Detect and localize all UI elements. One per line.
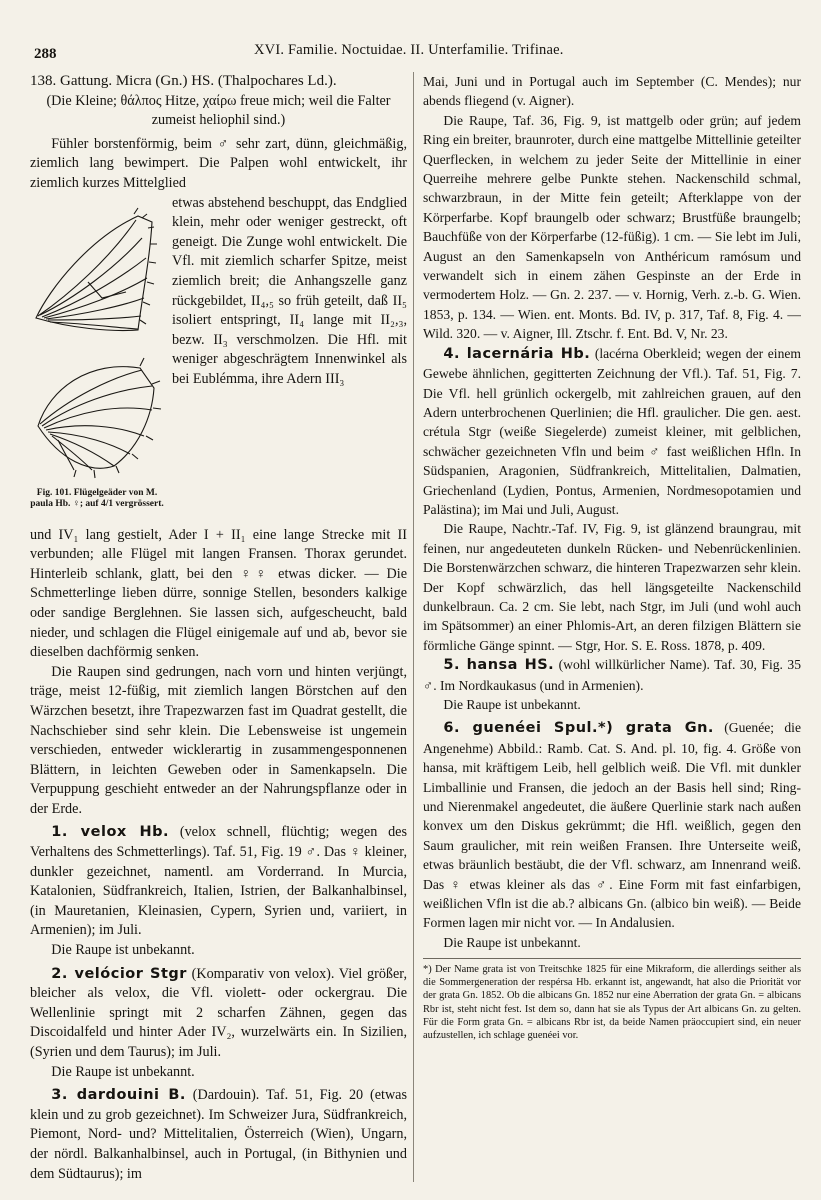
species-name: 2. velócior Stgr [51, 965, 187, 982]
species-text: (wohl willkürlicher Name). Taf. 30, Fig. 35 ♂. Im Nordkaukasus (und in Armenien). [423, 657, 801, 693]
species-dardouini [30, 1086, 407, 1184]
wing-venation-drawing [30, 198, 164, 486]
genus-description-start: Fühler borstenförmig, beim ♂ sehr zart, dünn, gleichmäßig, ziemlich lang bewimpert. Die Palpen wohl entwickelt, ihr ziemlich kurzes Mittelglied [30, 135, 407, 191]
right-column [423, 72, 801, 1192]
species-hansa [423, 655, 801, 695]
species-text: (lacérna Oberkleid; wegen der einem Gewebe ähnlichen, gegitterten Zeichnung der Vfl.). Taf. 51, Fig. 7. Die Vfl. hell grünlich ockergelb, mit zahlreichen grauen, auf den Adern unterbrochenen Querlinien; die Hfl. graulicher. Die gen. aest. crétula Stgr (weiße Siegelerde) zumeist kleiner, mit gelblichen, schwächer gezeichneten Vfln und beim ♂ fast weißlichen Hfln. In Südspanien, Aragonien, Südfrankreich, Mittelitalien, Dalmatien, Griechenland (Lydien, Pontus, Armenien, Nordmesopotamien und Palästina); im Mai und Juli, August. [423, 345, 801, 517]
genus-title: 138. Gattung. Micra (Gn.) HS. (Thalpochares Ld.). [30, 73, 337, 89]
genus-description-end: und IV₁ lang gestielt, Ader I + II₁ eine lange Strecke mit II verbunden; alle Flügel mit langen Fransen. Thorax gerundet. Hinterleib schlank, glatt, bei den ♀♀ etwas dicker. — Die Schmetterlinge lieben dürre, sonnige Stellen, besonders kalkige oder sandige Berglehnen. Sie lassen sich, aufgescheucht, bald nieder, und schlagen die Flügel einigemale auf und ab, bevor sie dieselben dachförmig senken. [30, 526, 407, 661]
species-velocior-raupe: Die Raupe ist unbekannt. [51, 1063, 195, 1080]
larvae-description: Die Raupen sind gedrungen, nach vorn und hinten verjüngt, träge, meist 12-füßig, mit ziemlich langen Börstchen auf den Wärzchen besetzt, ihre Trapezwarzen fast im Quadrat gestellt, die Nachschieber sind sehr klein. Die Lebensweise ist ungemein verschieden, entweder wicklerartig in zusammengesponnenen Blättern, in leichten Geweben oder in Samenkapseln. Die Verpuppung geschieht entweder an der Nahrungspflanze oder in der Erde. [30, 663, 407, 817]
species-text: (Komparativ von velox). Viel größer, bleicher als velox, die Vfl. violett- oder ockergrau. Die Wellenlinie springt mit 2 scharfen Zähnen, gegen das Discoidalfeld und hinter Ader IV₂, wurzelwärts ein. In Sizilien, (Syrien und dem Taurus); im Juli. [30, 965, 407, 1060]
species-text: (Guenée; die Angenehme) Abbild.: Ramb. Cat. S. And. pl. 10, fig. 4. Größe von hansa, mit kräftigem Leib, hell gelblich weiß. Die Vfl. mit dunkler Limballinie und Fransen, die jedoch an der Basis hell sind; Ring- und Nierenmakel angedeutet, die äußere Querlinie stark nach außen konvex um den Diskus gekrümmt; die Hfl. weißlich, gegen den Saum graulicher, mit rein weißen Fransen. Ihre Unterseite weiß, etwas bräunlich bestäubt, die der Vfl. schwarz, am Innenrand weiß. Das ♀ etwas kleiner als das ♂. Eine Form mit fast einfarbigen, weißlichen Vfln ist die ab.? albicans Gn. (albico bin weiß). — Beide Formen lagen mir nicht vor. — In Andalusien. [423, 720, 801, 931]
genus-subtitle: (Die Kleine; θάλπος Hitze, χαίρω freue mich; weil die Falter zumeist heliophil sind.) [46, 92, 391, 129]
figure-caption: Fig. 101. Flügelgeäder von M. paula Hb. ♀; auf 4/1 vergrössert. [30, 487, 164, 509]
species-name: 5. hansa HS. [443, 657, 555, 674]
dardouini-continued: Mai, Juni und in Portugal auch im September (C. Mendes); nur abends fliegend (v. Aigner). [423, 74, 801, 109]
left-column [30, 72, 407, 1192]
species-hansa-raupe: Die Raupe ist unbekannt. [443, 697, 581, 712]
genus-description-wrap: etwas abstehend beschuppt, das Endglied klein, mehr oder weniger gestreckt, oft geneigt. Die Zunge wohl entwickelt. Die Vfl. mit ziemlich scharfer Spitze, meist ziemlich breit; die Anhangszelle ganz rückgebildet, II₄,₅ so früh geteilt, daß II₅ isoliert entspringt, II₄ lange mit II₂,₃, bezw. II₃ verschmolzen. Die Hfl. mit weniger abgeschrägtem Innenwinkel als bei Eublémma, ihre Adern III₃ [172, 194, 407, 387]
species-gueneei [423, 718, 801, 932]
species-velox [30, 823, 407, 941]
column-rule [413, 72, 414, 1182]
dardouini-raupe: Die Raupe, Taf. 36, Fig. 9, ist mattgelb oder grün; auf jedem Ring ein breiter, braunroter, durch eine mattgelbe Mittellinie geteilter Querflecken, in welchem zu jeder Seite der Mittellinie in einer Querreihe mehrere gelbe Punkte stehen. Nackenschild schmal, schwarzbraun, in der Mitte fein geteilt; Afterklappe von der Körperfarbe. Kopf braungelb oder schwarz; Brustfüße braungelb; Bauchfüße von der Körperfarbe (12-füßig). 1 cm. — Sie lebt im Juli, August an den Samenkapseln von Anthéricum ramósum und verwandelt sich in einem zähen Gespinste an der Erde in vermodertem Holz. — Gn. 2. 237. — v. Hornig, Verh. z.-b. G. Wien. 1853, p. 134. — Wien. ent. Monts. Bd. IV, p. 317, Taf. 8, Fig. 4. — Wild. 320. — v. Aigner, Ill. Ztschr. f. Ent. Bd. V, Nr. 23. [423, 112, 801, 342]
species-lacernaria-raupe: Die Raupe, Nachtr.-Taf. IV, Fig. 9, ist glänzend braungrau, mit feinen, nur angedeuteten dunkeln Rücken- und Nebenrückenlinien. Die Borstenwärzchen schwarz, die hinteren Trapezwarzen sehr klein. Der Kopf schwärzlich, das hell längsgeteilte Nackenschild dunkelbraun. Ca. 2 cm. Sie lebt, nach Stgr, im Juli (und wohl auch im Spätsommer) an einer Phlomis-Art, an deren filzigen Blättern sie förmliche Gänge spinnt. — Stgr, Hor. S. E. Ross. 1878, p. 409. [423, 521, 801, 653]
species-name: 1. velox Hb. [51, 824, 170, 841]
wing-venation-figure [30, 198, 164, 524]
species-name: 3. dardouini B. [51, 1087, 186, 1104]
species-velox-raupe: Die Raupe ist unbekannt. [51, 942, 195, 959]
page-number: 288 [34, 46, 57, 62]
species-name: 6. guenéei Spul.*) grata Gn. [443, 720, 714, 737]
species-lacernaria [423, 344, 801, 520]
species-text: (velox schnell, flüchtig; wegen des Verhaltens des Schmetterlings). Taf. 51, Fig. 19 ♂. Das ♀ kleiner, dunkler gezeichnet, namentl. am Vorderrand. In Murcia, Katalonien, Südfrankreich, Italien, Istrien, der Balkanhalbinsel, (in Mauretanien, Kleinasien, Cypern, Syrien und, variiert, in Armenien); im Juli. [30, 824, 407, 939]
page-header [34, 40, 791, 64]
species-name: 4. lacernária Hb. [443, 345, 591, 362]
species-gueneei-raupe: Die Raupe ist unbekannt. [443, 934, 581, 950]
species-text: (Dardouin). Taf. 51, Fig. 20 (etwas klein und zu grob gezeichnet). Im Schweizer Jura, Südfrankreich, Piemont, Nord- und? Mittelitalien, Österreich (Wien), Ungarn, der nördl. Balkanhalbinsel, auch in Portugal, (in Bithynien und dem Südtaurus); im [30, 1087, 407, 1182]
running-head: XVI. Familie. Noctuidae. II. Unterfamilie. Trifinae. [254, 42, 564, 58]
footnote: *) Der Name grata ist von Treitschke 1825 für eine Mikraform, die allerdings seither als die Sommergeneration der respérsa Hb. erkannt ist, angewandt, hat also die Priorität vor der grata Gn. 1852. Ob die albicans Gn. 1852 nur eine Aberration der grata Gn. = albicans Rbr ist, steht nicht fest. Ist dem so, dann hat sie als Typus der Art albicans Gn. zu gelten. Für die Form grata Gn. = albicans Rbr ist, da beide Namen präoccupiert sind, ein neuer aufzustellen, ich schlage guenéei vor. [423, 958, 801, 1042]
species-velocior [30, 965, 407, 1063]
